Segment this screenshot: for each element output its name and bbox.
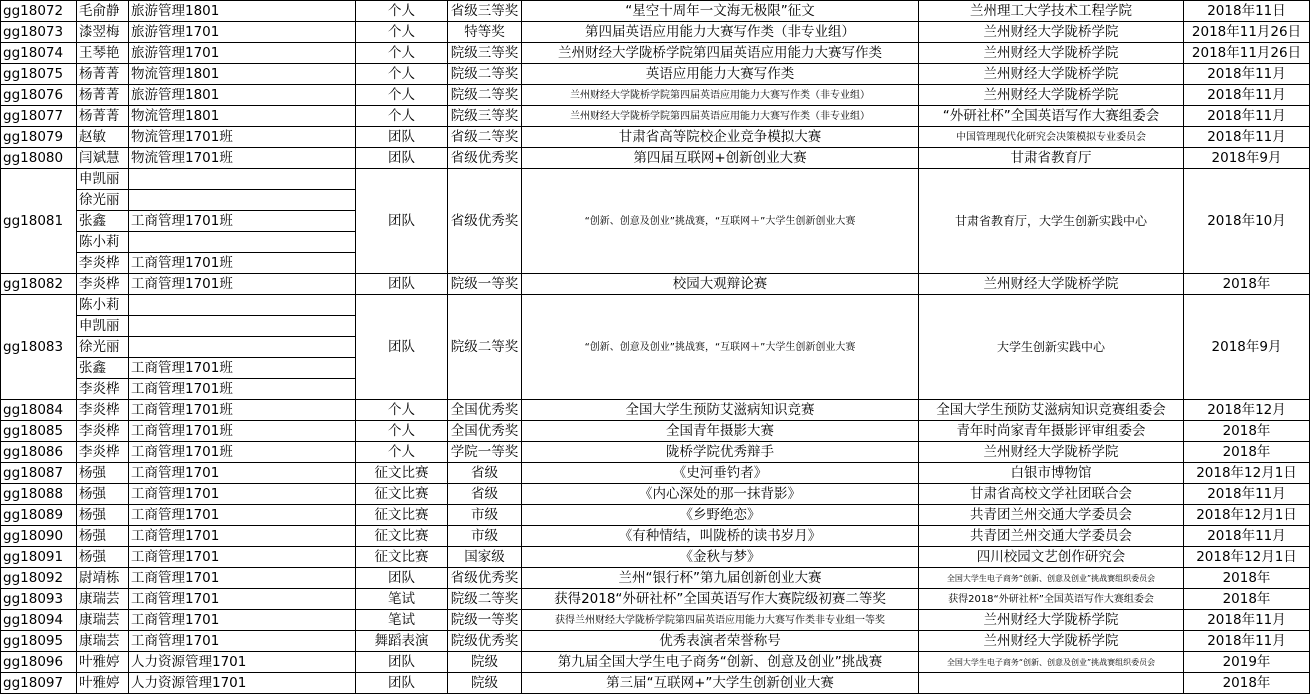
award-type-cell: 团队	[356, 673, 448, 694]
award-type-cell: 笔试	[356, 610, 448, 631]
award-date-cell: 2018年11日	[1184, 1, 1310, 22]
award-type-cell: 征文比赛	[356, 484, 448, 505]
class-name-cell: 人力资源管理1701	[129, 652, 356, 673]
award-id-cell: gg18096	[1, 652, 77, 673]
organizer-cell: 兰州理工大学技术工程学院	[919, 1, 1184, 22]
class-name-cell: 物流管理1701班	[129, 148, 356, 169]
competition-name-cell: 《有种情结，叫陇桥的读书岁月》	[522, 526, 919, 547]
award-level-cell: 省级	[448, 484, 522, 505]
class-name-cell: 工商管理1701	[129, 547, 356, 568]
award-type-cell: 征文比赛	[356, 463, 448, 484]
award-date-cell: 2019年	[1184, 652, 1310, 673]
competition-name-cell: 兰州财经大学陇桥学院第四届英语应用能力大赛写作类（非专业组）	[522, 106, 919, 127]
organizer-cell: 全国大学生预防艾滋病知识竞赛组委会	[919, 400, 1184, 421]
award-date-cell: 2018年11月	[1184, 127, 1310, 148]
award-level-cell: 省级二等奖	[448, 127, 522, 148]
student-name-cell: 杨强	[77, 484, 129, 505]
award-id-cell: gg18084	[1, 400, 77, 421]
award-date-cell: 2018年	[1184, 568, 1310, 589]
organizer-cell: 四川校园文艺创作研究会	[919, 547, 1184, 568]
award-level-cell: 院级三等奖	[448, 43, 522, 64]
organizer-cell: 共青团兰州交通大学委员会	[919, 505, 1184, 526]
award-date-cell: 2018年11月26日	[1184, 43, 1310, 64]
student-name-cell: 叶雅婷	[77, 673, 129, 694]
award-level-cell: 院级一等奖	[448, 274, 522, 295]
award-level-cell: 院级	[448, 652, 522, 673]
class-name-cell: 旅游管理1801	[129, 85, 356, 106]
student-name-cell: 杨强	[77, 547, 129, 568]
table-row	[1, 589, 1310, 610]
class-name-cell: 工商管理1701班	[129, 253, 356, 274]
student-name-cell: 康瑞芸	[77, 589, 129, 610]
award-id-cell: gg18089	[1, 505, 77, 526]
award-level-cell: 学院一等奖	[448, 442, 522, 463]
award-date-cell: 2018年11月	[1184, 64, 1310, 85]
award-level-cell: 国家级	[448, 547, 522, 568]
award-type-cell: 团队	[356, 295, 448, 400]
student-name-cell: 杨强	[77, 526, 129, 547]
organizer-cell: 兰州财经大学陇桥学院	[919, 64, 1184, 85]
competition-name-cell: 获得2018“外研社杯”全国英语写作大赛院级初赛二等奖	[522, 589, 919, 610]
table-row	[1, 400, 1310, 421]
organizer-cell	[919, 673, 1184, 694]
table-row	[1, 652, 1310, 673]
competition-name-cell: 英语应用能力大赛写作类	[522, 64, 919, 85]
award-date-cell: 2018年11月	[1184, 631, 1310, 652]
organizer-cell: 获得2018“外研社杯”全国英语写作大赛组委会	[919, 589, 1184, 610]
award-level-cell: 院级一等奖	[448, 610, 522, 631]
award-date-cell: 2018年	[1184, 673, 1310, 694]
award-level-cell: 省级优秀奖	[448, 568, 522, 589]
award-date-cell: 2018年12月1日	[1184, 463, 1310, 484]
competition-name-cell: 获得兰州财经大学陇桥学院第四届英语应用能力大赛写作类非专业组一等奖	[522, 610, 919, 631]
student-name-cell: 闫斌慧	[77, 148, 129, 169]
competition-name-cell: “创新、创意及创业”挑战赛，“互联网＋”大学生创新创业大赛	[522, 169, 919, 274]
award-level-cell: 院级	[448, 673, 522, 694]
class-name-cell: 工商管理1701	[129, 589, 356, 610]
award-date-cell: 2018年11月	[1184, 85, 1310, 106]
table-row	[1, 463, 1310, 484]
award-id-cell: gg18077	[1, 106, 77, 127]
table-row	[1, 43, 1310, 64]
award-date-cell: 2018年	[1184, 442, 1310, 463]
organizer-cell: 全国大学生电子商务“创新、创意及创业”挑战赛组织委员会	[919, 568, 1184, 589]
student-name-cell: 毛俞静	[77, 1, 129, 22]
award-type-cell: 团队	[356, 148, 448, 169]
class-name-cell	[129, 295, 356, 316]
award-id-cell: gg18097	[1, 673, 77, 694]
class-name-cell	[129, 169, 356, 190]
award-type-cell: 团队	[356, 652, 448, 673]
award-id-cell: gg18094	[1, 610, 77, 631]
award-date-cell: 2018年11月	[1184, 610, 1310, 631]
table-row	[1, 127, 1310, 148]
award-type-cell: 团队	[356, 169, 448, 274]
student-name-cell: 赵敏	[77, 127, 129, 148]
table-row	[1, 547, 1310, 568]
student-name-cell: 陈小莉	[77, 295, 129, 316]
table-row	[1, 64, 1310, 85]
competition-name-cell: 第四届互联网+创新创业大赛	[522, 148, 919, 169]
class-name-cell	[129, 232, 356, 253]
student-name-cell: 陈小莉	[77, 232, 129, 253]
organizer-cell: “外研社杯”全国英语写作大赛组委会	[919, 106, 1184, 127]
table-row	[1, 85, 1310, 106]
student-name-cell: 张鑫	[77, 211, 129, 232]
award-level-cell: 全国优秀奖	[448, 400, 522, 421]
table-row	[1, 484, 1310, 505]
award-date-cell: 2018年12月1日	[1184, 505, 1310, 526]
award-date-cell: 2018年11月	[1184, 526, 1310, 547]
award-type-cell: 笔试	[356, 589, 448, 610]
award-date-cell: 2018年11月	[1184, 484, 1310, 505]
award-id-cell: gg18075	[1, 64, 77, 85]
competition-name-cell: 陇桥学院优秀辩手	[522, 442, 919, 463]
competition-name-cell: 第四届英语应用能力大赛写作类（非专业组）	[522, 22, 919, 43]
award-level-cell: 院级优秀奖	[448, 631, 522, 652]
competition-name-cell: “创新、创意及创业”挑战赛，“互联网＋”大学生创新创业大赛	[522, 295, 919, 400]
student-name-cell: 李炎桦	[77, 421, 129, 442]
class-name-cell: 旅游管理1801	[129, 1, 356, 22]
competition-name-cell: “星空十周年一文海无极限”征文	[522, 1, 919, 22]
table-row	[1, 421, 1310, 442]
award-type-cell: 个人	[356, 421, 448, 442]
class-name-cell: 工商管理1701	[129, 505, 356, 526]
award-id-cell: gg18088	[1, 484, 77, 505]
class-name-cell: 工商管理1701班	[129, 211, 356, 232]
competition-name-cell: 《内心深处的那一抹背影》	[522, 484, 919, 505]
student-name-cell: 王琴艳	[77, 43, 129, 64]
class-name-cell: 工商管理1701	[129, 568, 356, 589]
table-row	[1, 1, 1310, 22]
class-name-cell: 物流管理1801	[129, 106, 356, 127]
organizer-cell: 兰州财经大学陇桥学院	[919, 85, 1184, 106]
table-row	[1, 295, 1310, 316]
award-type-cell: 舞蹈表演	[356, 631, 448, 652]
competition-name-cell: 《金秋与梦》	[522, 547, 919, 568]
student-name-cell: 杨菁菁	[77, 106, 129, 127]
award-date-cell: 2018年9月	[1184, 148, 1310, 169]
award-type-cell: 征文比赛	[356, 547, 448, 568]
award-id-cell: gg18087	[1, 463, 77, 484]
award-date-cell: 2018年	[1184, 589, 1310, 610]
class-name-cell: 工商管理1701	[129, 484, 356, 505]
award-id-cell: gg18085	[1, 421, 77, 442]
organizer-cell: 青年时尚家青年摄影评审组委会	[919, 421, 1184, 442]
award-id-cell: gg18095	[1, 631, 77, 652]
student-name-cell: 徐光丽	[77, 190, 129, 211]
table-row	[1, 610, 1310, 631]
student-name-cell: 李炎桦	[77, 442, 129, 463]
table-row	[1, 631, 1310, 652]
competition-name-cell: 第三届“互联网+”大学生创新创业大赛	[522, 673, 919, 694]
competition-name-cell: 甘肃省高等院校企业竞争模拟大赛	[522, 127, 919, 148]
award-date-cell: 2018年11月26日	[1184, 22, 1310, 43]
award-date-cell: 2018年	[1184, 421, 1310, 442]
competition-name-cell: 兰州财经大学陇桥学院第四届英语应用能力大赛写作类	[522, 43, 919, 64]
student-name-cell: 申凯丽	[77, 169, 129, 190]
award-level-cell: 省级优秀奖	[448, 169, 522, 274]
award-id-cell: gg18080	[1, 148, 77, 169]
class-name-cell: 旅游管理1701	[129, 43, 356, 64]
table-row	[1, 22, 1310, 43]
award-id-cell: gg18074	[1, 43, 77, 64]
award-level-cell: 院级二等奖	[448, 295, 522, 400]
organizer-cell: 白银市博物馆	[919, 463, 1184, 484]
award-id-cell: gg18091	[1, 547, 77, 568]
award-date-cell: 2018年9月	[1184, 295, 1310, 400]
competition-name-cell: 优秀表演者荣誉称号	[522, 631, 919, 652]
award-date-cell: 2018年12月	[1184, 400, 1310, 421]
award-level-cell: 市级	[448, 505, 522, 526]
award-type-cell: 征文比赛	[356, 505, 448, 526]
award-date-cell: 2018年11月	[1184, 106, 1310, 127]
class-name-cell: 工商管理1701	[129, 610, 356, 631]
table-row	[1, 568, 1310, 589]
table-row	[1, 148, 1310, 169]
award-level-cell: 省级三等奖	[448, 1, 522, 22]
competition-name-cell: 全国青年摄影大赛	[522, 421, 919, 442]
student-name-cell: 杨菁菁	[77, 85, 129, 106]
organizer-cell: 中国管理现代化研究会决策模拟专业委员会	[919, 127, 1184, 148]
competition-name-cell: 校园大观辩论赛	[522, 274, 919, 295]
organizer-cell: 全国大学生电子商务“创新、创意及创业”挑战赛组织委员会	[919, 652, 1184, 673]
table-row	[1, 274, 1310, 295]
award-type-cell: 个人	[356, 22, 448, 43]
class-name-cell: 工商管理1701班	[129, 358, 356, 379]
award-type-cell: 团队	[356, 274, 448, 295]
award-level-cell: 院级二等奖	[448, 85, 522, 106]
award-type-cell: 团队	[356, 568, 448, 589]
class-name-cell: 物流管理1801	[129, 64, 356, 85]
award-id-cell: gg18090	[1, 526, 77, 547]
award-type-cell: 个人	[356, 1, 448, 22]
organizer-cell: 甘肃省教育厅，大学生创新实践中心	[919, 169, 1184, 274]
award-date-cell: 2018年10月	[1184, 169, 1310, 274]
table-row	[1, 505, 1310, 526]
student-name-cell: 李炎桦	[77, 379, 129, 400]
student-name-cell: 漆翌梅	[77, 22, 129, 43]
award-id-cell: gg18076	[1, 85, 77, 106]
organizer-cell: 兰州财经大学陇桥学院	[919, 610, 1184, 631]
class-name-cell: 旅游管理1701	[129, 22, 356, 43]
class-name-cell: 工商管理1701班	[129, 379, 356, 400]
competition-name-cell: 兰州“银行杯”第九届创新创业大赛	[522, 568, 919, 589]
table-row	[1, 169, 1310, 190]
class-name-cell	[129, 316, 356, 337]
class-name-cell: 工商管理1701班	[129, 421, 356, 442]
award-level-cell: 院级二等奖	[448, 64, 522, 85]
table-row	[1, 106, 1310, 127]
class-name-cell: 工商管理1701班	[129, 274, 356, 295]
organizer-cell: 大学生创新实践中心	[919, 295, 1184, 400]
student-name-cell: 康瑞芸	[77, 610, 129, 631]
organizer-cell: 兰州财经大学陇桥学院	[919, 442, 1184, 463]
award-level-cell: 省级	[448, 463, 522, 484]
award-id-cell: gg18093	[1, 589, 77, 610]
award-id-cell: gg18081	[1, 169, 77, 274]
student-name-cell: 李炎桦	[77, 400, 129, 421]
student-name-cell: 李炎桦	[77, 274, 129, 295]
competition-name-cell: 《史河垂钓者》	[522, 463, 919, 484]
student-name-cell: 杨强	[77, 463, 129, 484]
award-level-cell: 院级三等奖	[448, 106, 522, 127]
award-type-cell: 个人	[356, 106, 448, 127]
class-name-cell: 人力资源管理1701	[129, 673, 356, 694]
organizer-cell: 兰州财经大学陇桥学院	[919, 274, 1184, 295]
award-id-cell: gg18083	[1, 295, 77, 400]
class-name-cell	[129, 190, 356, 211]
award-id-cell: gg18079	[1, 127, 77, 148]
class-name-cell: 物流管理1701班	[129, 127, 356, 148]
award-type-cell: 团队	[356, 127, 448, 148]
organizer-cell: 兰州财经大学陇桥学院	[919, 43, 1184, 64]
competition-name-cell: 《乡野绝恋》	[522, 505, 919, 526]
table-row	[1, 673, 1310, 694]
award-level-cell: 特等奖	[448, 22, 522, 43]
competition-name-cell: 第九届全国大学生电子商务“创新、创意及创业”挑战赛	[522, 652, 919, 673]
student-name-cell: 李炎桦	[77, 253, 129, 274]
student-name-cell: 叶雅婷	[77, 652, 129, 673]
organizer-cell: 兰州财经大学陇桥学院	[919, 631, 1184, 652]
award-type-cell: 个人	[356, 442, 448, 463]
student-name-cell: 杨菁菁	[77, 64, 129, 85]
award-date-cell: 2018年	[1184, 274, 1310, 295]
student-name-cell: 杨强	[77, 505, 129, 526]
award-level-cell: 省级优秀奖	[448, 148, 522, 169]
table-row	[1, 526, 1310, 547]
organizer-cell: 甘肃省高校文学社团联合会	[919, 484, 1184, 505]
award-id-cell: gg18073	[1, 22, 77, 43]
organizer-cell: 共青团兰州交通大学委员会	[919, 526, 1184, 547]
competition-name-cell: 全国大学生预防艾滋病知识竞赛	[522, 400, 919, 421]
class-name-cell: 工商管理1701班	[129, 442, 356, 463]
student-name-cell: 尉靖栋	[77, 568, 129, 589]
award-type-cell: 征文比赛	[356, 526, 448, 547]
award-type-cell: 个人	[356, 85, 448, 106]
competition-name-cell: 兰州财经大学陇桥学院第四届英语应用能力大赛写作类（非专业组）	[522, 85, 919, 106]
organizer-cell: 兰州财经大学陇桥学院	[919, 22, 1184, 43]
award-id-cell: gg18072	[1, 1, 77, 22]
award-level-cell: 全国优秀奖	[448, 421, 522, 442]
student-name-cell: 徐光丽	[77, 337, 129, 358]
class-name-cell: 工商管理1701	[129, 463, 356, 484]
award-level-cell: 院级二等奖	[448, 589, 522, 610]
award-id-cell: gg18082	[1, 274, 77, 295]
award-id-cell: gg18086	[1, 442, 77, 463]
award-date-cell: 2018年12月1日	[1184, 547, 1310, 568]
class-name-cell: 工商管理1701班	[129, 400, 356, 421]
class-name-cell: 工商管理1701	[129, 631, 356, 652]
class-name-cell	[129, 337, 356, 358]
student-name-cell: 申凯丽	[77, 316, 129, 337]
award-type-cell: 个人	[356, 400, 448, 421]
organizer-cell: 甘肃省教育厅	[919, 148, 1184, 169]
student-name-cell: 康瑞芸	[77, 631, 129, 652]
class-name-cell: 工商管理1701	[129, 526, 356, 547]
award-type-cell: 个人	[356, 64, 448, 85]
award-level-cell: 市级	[448, 526, 522, 547]
award-type-cell: 个人	[356, 43, 448, 64]
award-id-cell: gg18092	[1, 568, 77, 589]
table-row	[1, 442, 1310, 463]
student-name-cell: 张鑫	[77, 358, 129, 379]
